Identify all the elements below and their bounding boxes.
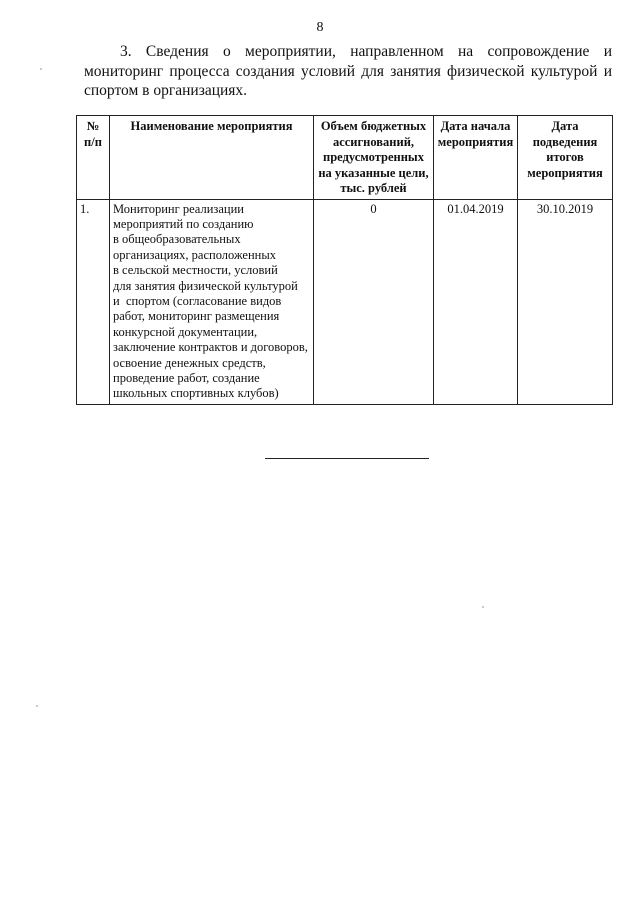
table-header-row: [77, 116, 613, 200]
scan-speck: [40, 68, 42, 70]
event-name-line: школьных спортивных клубов): [113, 386, 279, 401]
page-number: 8: [316, 20, 324, 35]
header-start-date: Дата начала мероприятия: [434, 116, 518, 200]
event-name-line: организациях, расположенных: [113, 247, 277, 262]
event-name-line: проведение работ, создание: [113, 370, 260, 385]
event-name-line: конкурсной документации,: [113, 324, 258, 339]
section-heading: [84, 42, 612, 101]
header-number: № п/п: [77, 116, 110, 200]
event-name-line: в сельской местности, условий: [113, 263, 278, 278]
scan-speck: [482, 606, 484, 608]
event-name-line: мероприятий по созданию: [113, 216, 254, 231]
closing-separator-line: [265, 458, 429, 459]
header-name: Наименование мероприятия: [110, 116, 314, 200]
header-budget: Объем бюджетных ассигнований, предусмотренных на указанные цели, тыс. рублей: [314, 116, 434, 200]
event-name-line: в общеобразовательных: [113, 232, 241, 247]
row-budget-amount: 0: [314, 199, 434, 404]
row-number: 1.: [77, 199, 110, 404]
event-name-line: работ, мониторинг размещения: [113, 309, 280, 324]
row-event-name: [110, 199, 314, 404]
event-name-line: заключение контрактов и договоров,: [113, 340, 308, 355]
event-name-line: для занятия физической культурой: [113, 278, 298, 293]
event-name-line: освоение денежных средств,: [113, 355, 266, 370]
event-name-line: Мониторинг реализации: [113, 201, 244, 216]
row-end-date: 30.10.2019: [518, 199, 613, 404]
row-start-date: 01.04.2019: [434, 199, 518, 404]
section-heading-text: 3. Сведения о мероприятии, направленном на сопровождение и мониторинг процесса создания условий для занятия физической культурой и спортом в организациях.: [84, 43, 612, 99]
table-row: [77, 199, 613, 404]
scan-speck: [36, 705, 38, 707]
events-table: [76, 115, 613, 405]
event-name-line: и спортом (согласование видов: [113, 293, 282, 308]
header-end-date: Дата подведения итогов мероприятия: [518, 116, 613, 200]
